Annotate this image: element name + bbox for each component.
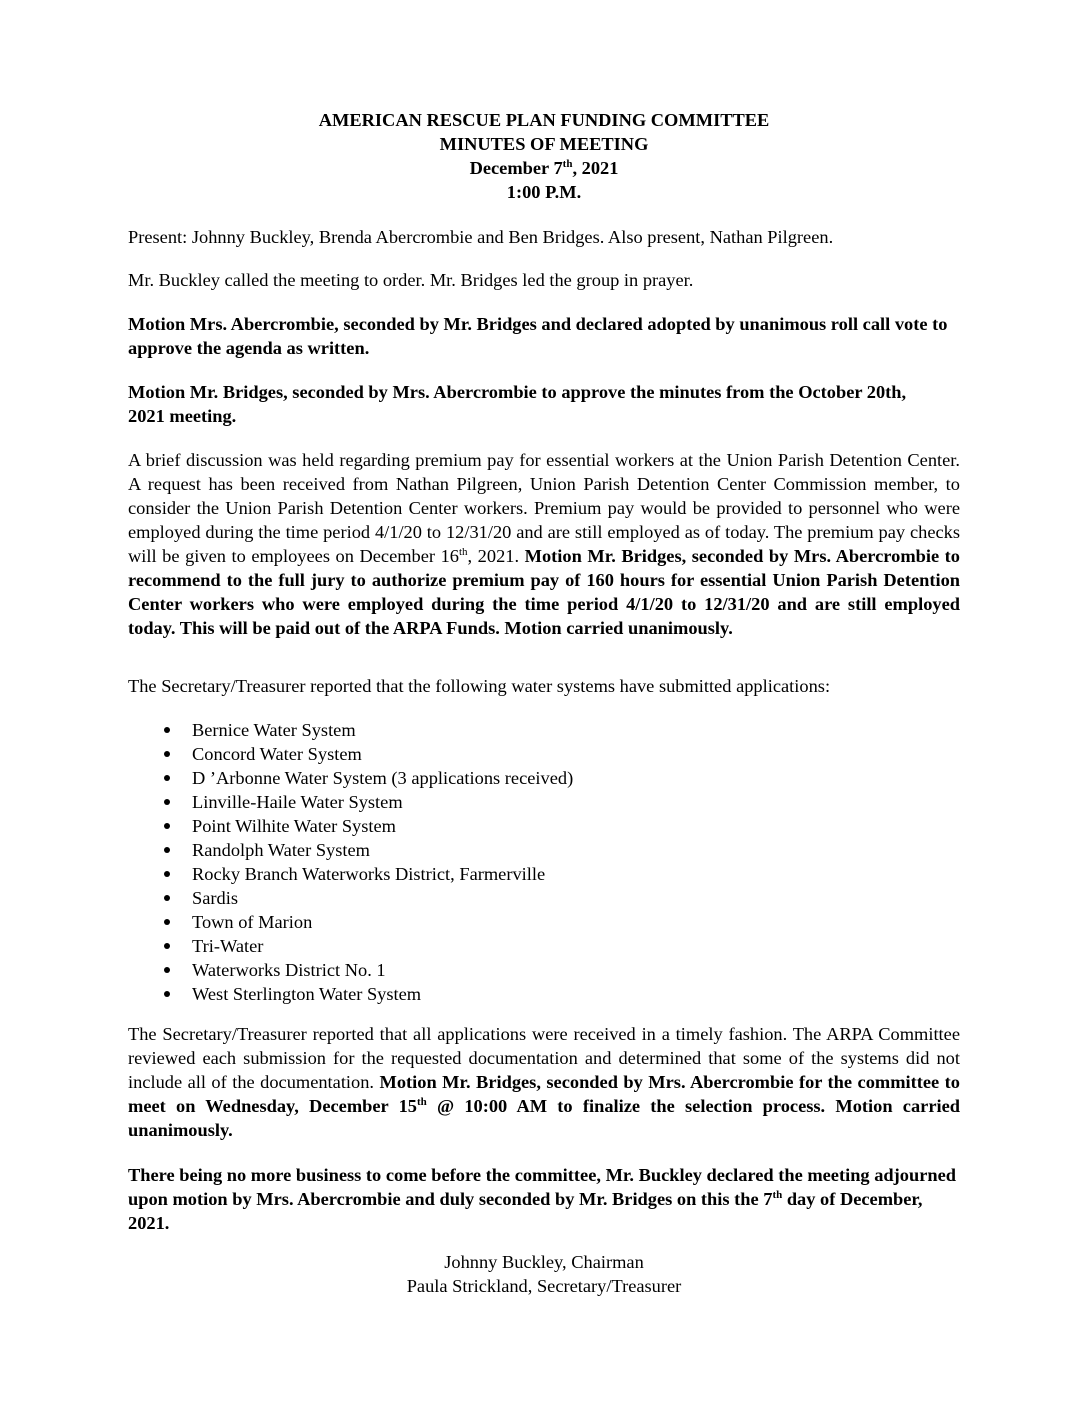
list-item-label: Linville-Haile Water System [192,792,403,812]
list-item-label: West Sterlington Water System [192,984,422,1004]
bullet-icon [164,799,170,805]
review-motion-text: Motion Mr. Bridges, seconded by Mrs. Abercrombie for the committee to meet on Wednesday, December 15 [128,1072,960,1116]
minutes-title: MINUTES OF MEETING [439,134,649,154]
list-item [160,934,573,958]
water-systems-list [160,718,573,1006]
adjourn-day-suffix: th [772,1188,783,1201]
list-item [160,718,573,742]
review-motion-end: @ 10:00 AM to finalize the selection process. Motion carried unanimously. [128,1096,960,1140]
list-item [160,742,573,766]
bullet-icon [164,775,170,781]
list-item-label: Point Wilhite Water System [192,816,396,836]
adjourn-paragraph [128,1163,960,1235]
premium-pay-year: , 2021. [467,546,525,566]
signature-block [128,1250,960,1298]
list-item [160,838,573,862]
review-text: The Secretary/Treasurer reported that all applications were received in a timely fashion. The ARPA Committee reviewed each submission for the requested documentation and determined that some of the systems did not include all of the documentation. [128,1024,960,1092]
list-item-label: D ’Arbonne Water System (3 applications received) [192,768,574,788]
bullet-icon [164,751,170,757]
list-item-label: Rocky Branch Waterworks District, Farmerville [192,864,546,884]
premium-pay-motion: Motion Mr. Bridges, seconded by Mrs. Abercrombie to recommend to the full jury to authorize premium pay of 160 hours for essential Union Parish Detention Center workers who were employed during the time period 4/1/20 to 12/31/20 and are still employed today. This will be paid out of the ARPA Funds. Motion carried unanimously. [128,546,961,638]
motion-minutes-paragraph: Motion Mr. Bridges, seconded by Mrs. Abercrombie to approve the minutes from the October 20th, 2021 meeting. [128,382,907,426]
bullet-icon [164,847,170,853]
adjourn-text: There being no more business to come before the committee, Mr. Buckley declared the meeting adjourned upon motion by Mrs. Abercrombie and duly seconded by Mr. Bridges on this the 7 [128,1165,956,1209]
secretary-signature: Paula Strickland, Secretary/Treasurer [406,1276,682,1296]
premium-pay-paragraph [128,448,960,640]
committee-title: AMERICAN RESCUE PLAN FUNDING COMMITTEE [318,110,770,130]
review-paragraph [128,1022,960,1142]
bullet-icon [164,919,170,925]
list-item [160,814,573,838]
list-item-label: Tri-Water [192,936,264,956]
list-item-label: Sardis [192,888,238,908]
meeting-date-text: December 7 [469,158,563,178]
list-item-label: Waterworks District No. 1 [192,960,386,980]
adjourn-end: day of December, 2021. [128,1189,923,1233]
present-paragraph: Present: Johnny Buckley, Brenda Abercrombie and Ben Bridges. Also present, Nathan Pilgreen. [128,227,834,247]
call-to-order-paragraph: Mr. Buckley called the meeting to order. Mr. Bridges led the group in prayer. [128,270,694,290]
meeting-date-suffix: th [562,157,573,170]
bullet-icon [164,871,170,877]
list-item [160,886,573,910]
list-item [160,910,573,934]
meeting-date [128,156,960,180]
bullet-icon [164,943,170,949]
list-item-label: Bernice Water System [192,720,356,740]
list-item [160,958,573,982]
list-item-label: Concord Water System [192,744,362,764]
list-item-label: Town of Marion [192,912,313,932]
list-item [160,982,573,1006]
premium-pay-text: A brief discussion was held regarding premium pay for essential workers at the Union Parish Detention Center. A request has been received from Nathan Pilgreen, Union Parish Detention Center Commission member, to consider the Union Parish Detention Center workers. Premium pay would be provided to personnel who were employed during the time period 4/1/20 to 12/31/20 and are still employed as of today. The premium pay checks will be given to employees on December 16 [128,450,960,566]
bullet-icon [164,967,170,973]
list-item-label: Randolph Water System [192,840,370,860]
chairman-signature: Johnny Buckley, Chairman [444,1252,644,1272]
list-item [160,766,573,790]
water-intro-paragraph: The Secretary/Treasurer reported that the following water systems have submitted applications: [128,676,831,696]
bullet-icon [164,895,170,901]
bullet-icon [164,991,170,997]
premium-pay-date-suffix: th [458,545,468,558]
list-item [160,790,573,814]
bullet-icon [164,727,170,733]
motion-agenda-paragraph: Motion Mrs. Abercrombie, seconded by Mr. Bridges and declared adopted by unanimous roll call vote to approve the agenda as written. [128,314,948,358]
meeting-date-year: , 2021 [572,158,619,178]
bullet-icon [164,823,170,829]
list-item [160,862,573,886]
review-motion-date-suffix: th [416,1095,427,1108]
document-header [128,108,960,204]
meeting-time: 1:00 P.M. [506,182,582,202]
